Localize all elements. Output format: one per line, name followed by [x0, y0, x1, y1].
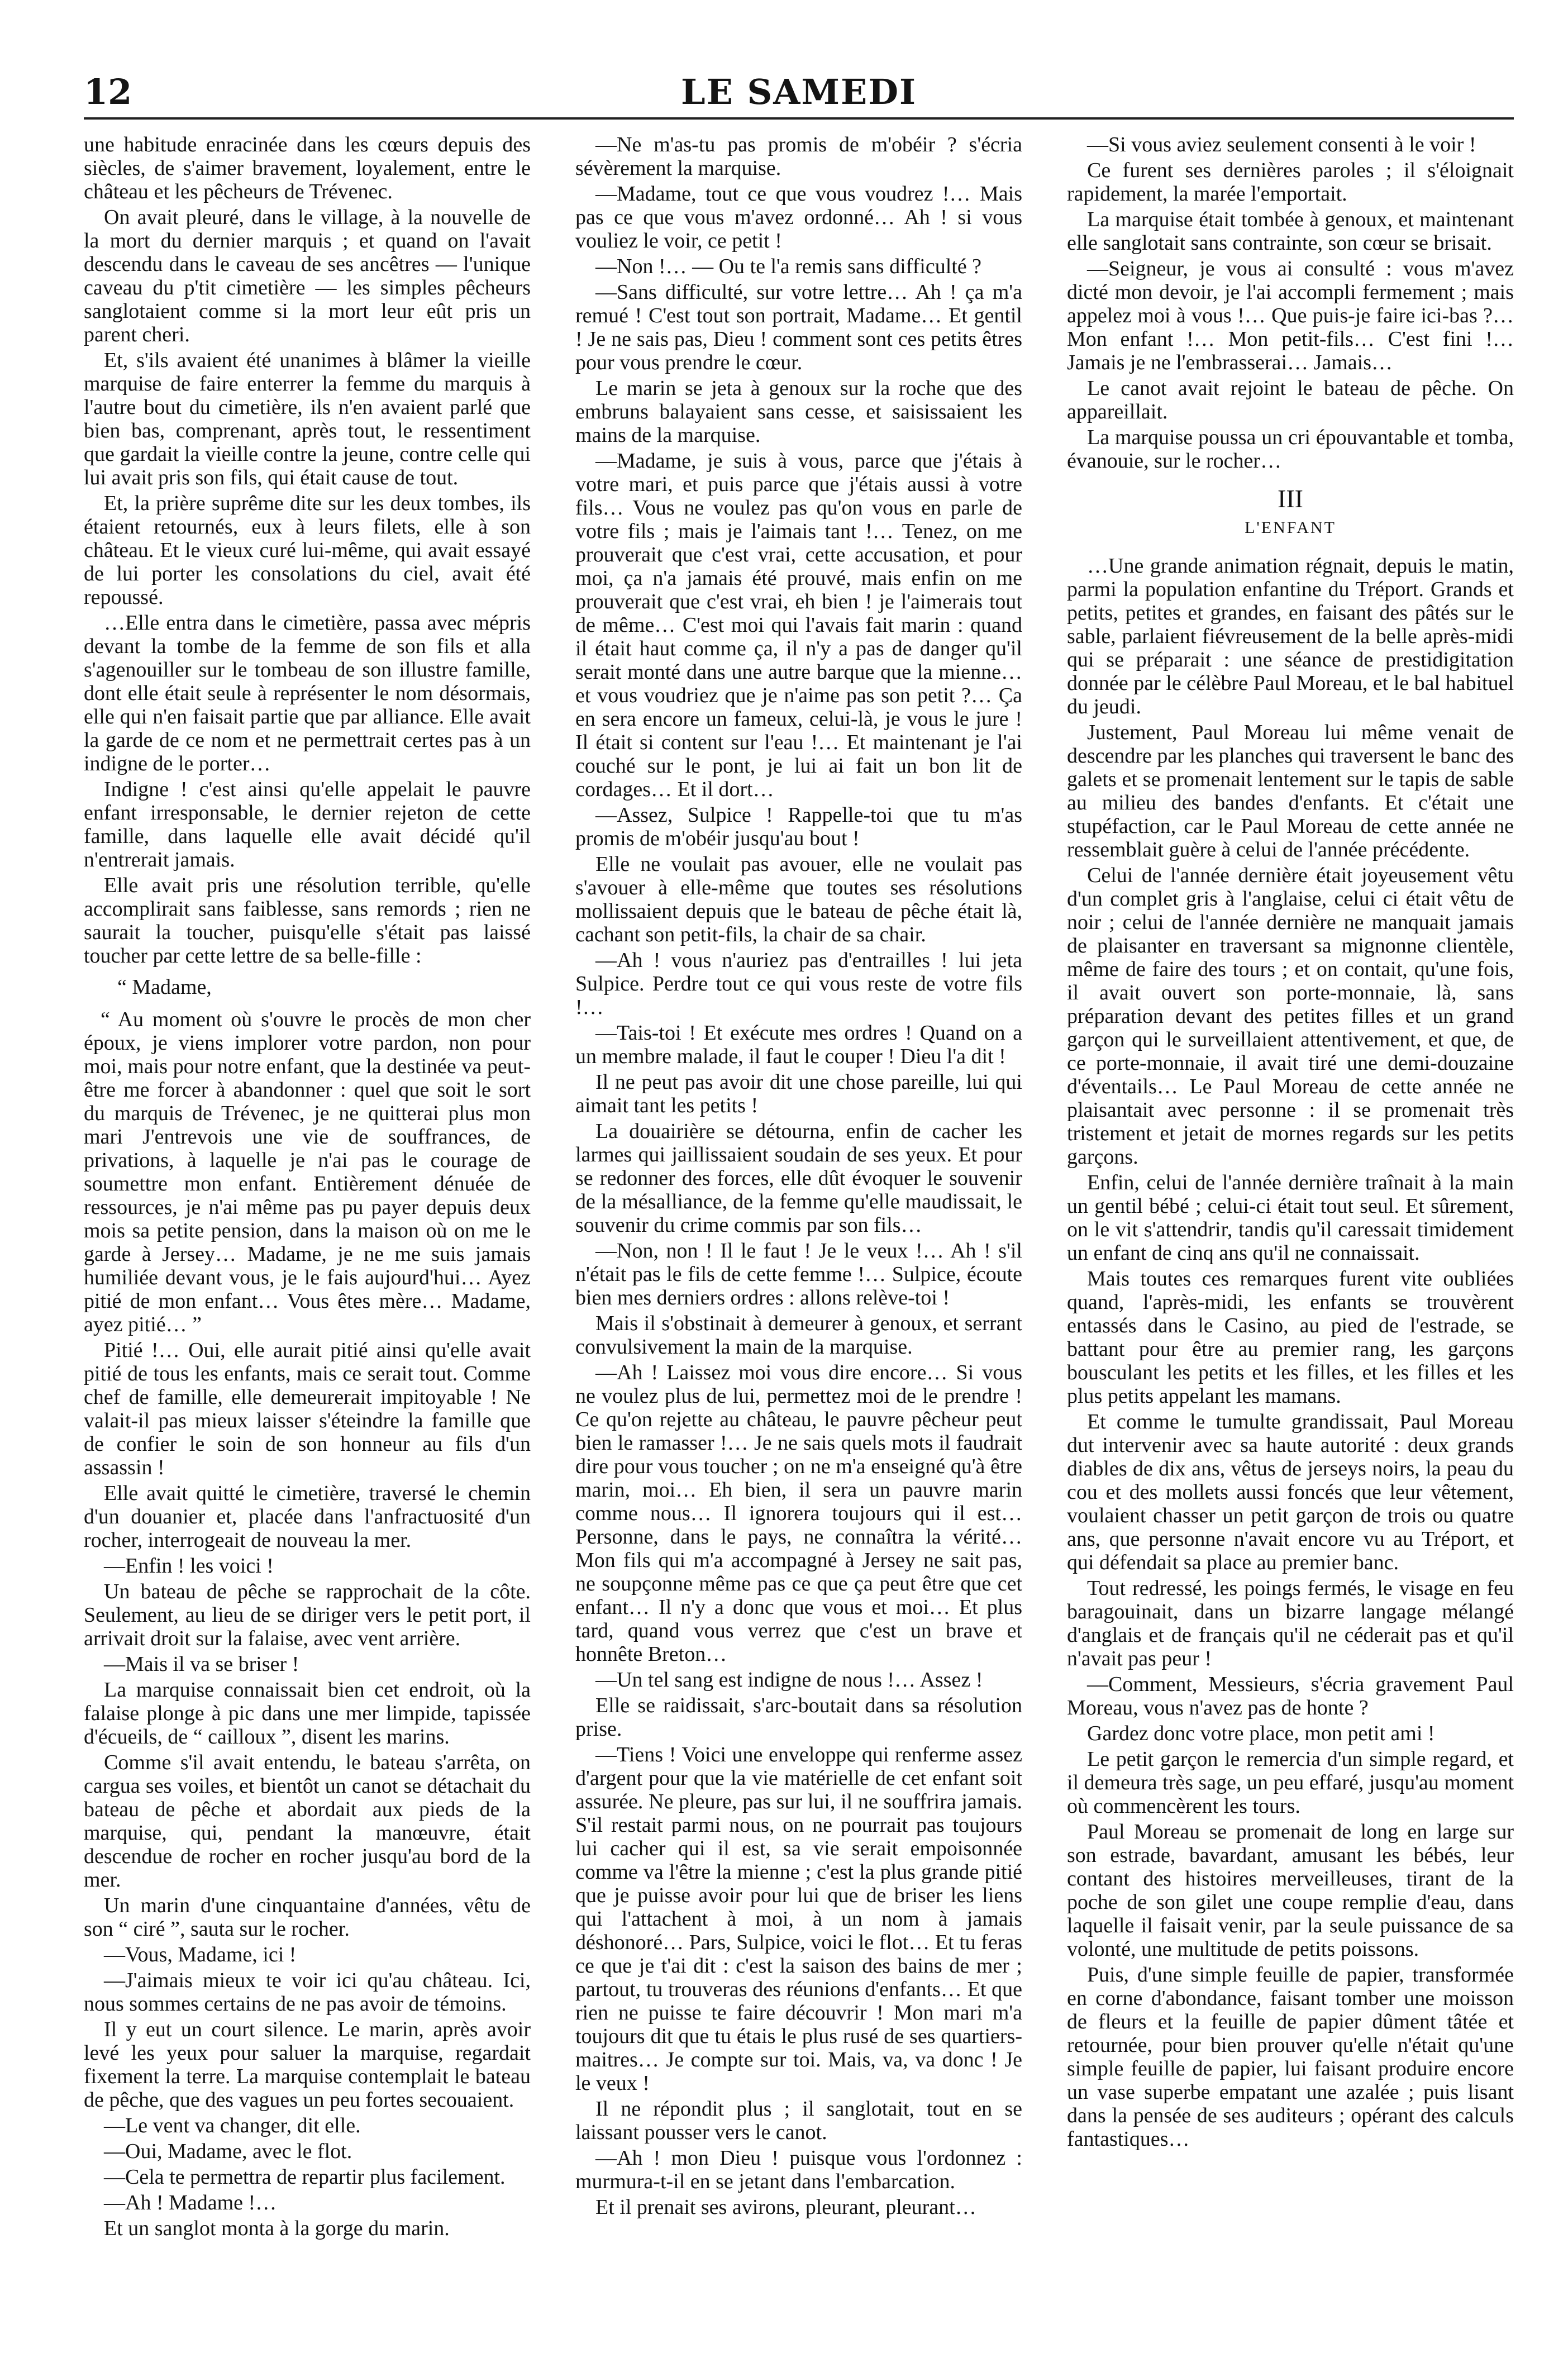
paragraph: Le petit garçon le remercia d'un simple regard, et il demeura très sage, un peu effaré, jusqu'au moment où commencèrent les tours.	[1067, 1747, 1514, 1818]
paragraph: Elle avait quitté le cimetière, traversé le chemin d'un douanier et, placée dans l'anfractuosité d'un rocher, interrogeait de nouveau la mer.	[84, 1482, 531, 1552]
paragraph: Puis, d'une simple feuille de papier, transformée en corne d'abondance, faisant tomber une moisson de fleurs et la feuille de papier dûment tâtée et retournée, pour bien prouver qu'elle n'était qu'une simple feuille de papier, lui faisant produire encore un vase superbe empatant une azalée ; puis lisant dans la pensée de ses auditeurs ; opérant des calculs fantastiques…	[1067, 1963, 1514, 2151]
paragraph: —Non !… — Ou te l'a remis sans difficulté ?	[595, 255, 982, 278]
paragraph: —Vous, Madame, ici !	[104, 1943, 297, 1966]
page-number: 12	[84, 72, 132, 112]
journal-title: LE SAMEDI	[681, 72, 917, 112]
paragraph: Comme s'il avait entendu, le bateau s'arrêta, on cargua ses voiles, et bientôt un canot se détachait du bateau de pêche et abordait aux pieds de la marquise, qui, pendant la manœuvre, était descendue de rocher en rocher jusqu'au bord de la mer.	[84, 1751, 531, 1892]
paragraph: Un bateau de pêche se rapprochait de la côte. Seulement, au lieu de se diriger vers le petit port, il arrivait droit sur la falaise, avec vent arrière.	[84, 1580, 531, 1650]
paragraph: Mais toutes ces remarques furent vite oubliées quand, l'après-midi, les enfants se trouvèrent entassés dans le Casino, au pied de l'estrade, se battant pour être au premier rang, les garçons bousculant les petits et les filles, et les filles et les plus petits appelant les mamans.	[1067, 1267, 1514, 1408]
paragraph: Il ne peut pas avoir dit une chose pareille, lui qui aimait tant les petits !	[575, 1070, 1022, 1117]
paragraph: —Ah ! vous n'auriez pas d'entrailles ! lui jeta Sulpice. Perdre tout ce qui vous reste de votre fils !…	[575, 949, 1022, 1019]
paragraph: —J'aimais mieux te voir ici qu'au château. Ici, nous sommes certains de ne pas avoir de témoins.	[84, 1969, 531, 2016]
column-1	[84, 133, 531, 2323]
paragraph: Et un sanglot monta à la gorge du marin.	[104, 2217, 450, 2240]
paragraph: —Le vent va changer, dit elle.	[104, 2114, 361, 2137]
paragraph: —Comment, Messieurs, s'écria gravement Paul Moreau, vous n'avez pas de honte ?	[1067, 1673, 1514, 1720]
paragraph: —Madame, je suis à vous, parce que j'étais à votre mari, et puis parce que j'étais aussi à votre fils… Vous ne voulez pas qu'on vous en parle de votre fils ; mais je l'aimais tant !… Tenez, on me prouverait que c'est vrai, cette accusation, et pour moi, ça n'a jamais été prouvé, mais enfin on me prouverait que c'est vrai, eh bien ! je l'aimerais tout de même… C'est moi qui l'avais fait marin : quand il était haut comme ça, il n'y a pas de danger qu'il serait monté dans une autre barque que la mienne… et vous voudriez que je n'aime pas son petit ?… Ça en sera encore un fameux, celui-là, je vous le jure ! Il était si content sur l'eau !… Et maintenant je l'ai couché sur le pont, je lui ai fait un bon lit de cordages… Et il dort…	[575, 449, 1022, 801]
paragraph: Enfin, celui de l'année dernière traînait à la main un gentil bébé ; celui-ci était tout seul. Et sûrement, on le vit s'attendrir, tandis qu'il caressait timidement un enfant de cinq ans qu'il ne connaissait.	[1067, 1171, 1514, 1265]
paragraph: La marquise était tombée à genoux, et maintenant elle sanglotait sans contrainte, son cœur se brisait.	[1067, 208, 1514, 255]
paragraph: La marquise poussa un cri épouvantable et tomba, évanouie, sur le rocher…	[1067, 426, 1514, 473]
paragraph: Il ne répondit plus ; il sanglotait, tout en se laissant pousser vers le canot.	[575, 2097, 1022, 2144]
paragraph: Mais il s'obstinait à demeurer à genoux, et serrant convulsivement la main de la marquise.	[575, 1312, 1022, 1359]
paragraph: —Si vous aviez seulement consenti à le voir !	[1087, 133, 1476, 156]
paragraph: La marquise connaissait bien cet endroit, où la falaise plonge à pic dans une mer limpide, tapissée d'écueils, de “ cailloux ”, disent les marins.	[84, 1678, 531, 1749]
text-columns	[84, 133, 1514, 2323]
paragraph: —Tais-toi ! Et exécute mes ordres ! Quand on a un membre malade, il faut le couper ! Dieu l'a dit !	[575, 1021, 1022, 1068]
paragraph: —Ah ! Laissez moi vous dire encore… Si vous ne voulez plus de lui, permettez moi de le prendre ! Ce qu'on rejette au château, le pauvre pêcheur peut bien le ramasser !… Je ne sais quels mots il faudrait dire pour vous toucher ; on ne m'a enseigné qu'à être marin, moi… Eh bien, il sera un pauvre marin comme nous… Il ignorera toujours qui il est… Personne, dans le pays, ne connaîtra la vérité… Mon fils qui m'a accompagné à Jersey ne sait pas, ne soupçonne même pas ce que ça peut être que cet enfant… Il n'y a donc que vous et moi… Et plus tard, quand vous verrez que c'est un brave et honnête Breton…	[575, 1361, 1022, 1666]
paragraph: Gardez donc votre place, mon petit ami !	[1087, 1722, 1435, 1745]
paragraph: Indigne ! c'est ainsi qu'elle appelait le pauvre enfant irresponsable, le dernier rejeton de cette famille, dans laquelle elle avait décidé qu'il n'entrerait jamais.	[84, 778, 531, 871]
paragraph: Ce furent ses dernières paroles ; il s'éloignait rapidement, la marée l'emportait.	[1067, 159, 1514, 206]
paragraph: —Ah ! mon Dieu ! puisque vous l'ordonnez : murmura-t-il en se jetant dans l'embarcation.	[575, 2146, 1022, 2193]
paragraph: Elle avait pris une résolution terrible, qu'elle accomplirait sans faiblesse, sans remords ; rien ne saurait la toucher, puisqu'elle s'était pas laissé toucher par cette lettre de sa belle-fille :	[84, 874, 531, 968]
column-3	[1067, 133, 1514, 2323]
paragraph: —Assez, Sulpice ! Rappelle-toi que tu m'as promis de m'obéir jusqu'au bout !	[575, 803, 1022, 850]
paragraph: une habitude enracinée dans les cœurs depuis des siècles, de s'aimer bravement, loyalement, entre le château et les pêcheurs de Trévenec.	[84, 133, 531, 203]
paragraph: —Oui, Madame, avec le flot.	[104, 2140, 352, 2163]
paragraph: Et, s'ils avaient été unanimes à blâmer la vieille marquise de faire enterrer la femme du marquis à l'autre bout du cimetière, ils n'en avaient parlé que bien bas, comprenant, après tout, le ressentiment que gardait la vieille contre la jeune, contre celle qui lui avait pris son fils, qui était cause de tout.	[84, 349, 531, 489]
paragraph: —Mais il va se briser !	[104, 1652, 299, 1676]
column-2	[575, 133, 1022, 2323]
paragraph: Le marin se jeta à genoux sur la roche que des embruns balayaient sans cesse, et saisissaient les mains de la marquise.	[575, 377, 1022, 447]
paragraph: Pitié !… Oui, elle aurait pitié ainsi qu'elle avait pitié de tous les enfants, mais ce serait tout. Comme chef de famille, elle demeurerait impitoyable ! Ne valait-il pas mieux laisser s'éteindre la famille que de confier le soin de son honneur au fils d'un assassin !	[84, 1339, 531, 1479]
letter-body: “ Au moment où s'ouvre le procès de mon cher époux, je viens implorer votre pardon, non pour moi, mais pour notre enfant, que la destinée va peut-être me forcer à abandonner : quel que soit le sort du marquis de Trévenec, je ne quitterai plus mon mari J'entrevois une vie de souffrances, de privations, à laquelle je n'ai pas le courage de soumettre mon enfant. Entièrement dénuée de ressources, je n'ai même pas pu payer depuis deux mois sa petite pension, dans la maison où on me le garde à Jersey… Madame, je ne me suis jamais humiliée devant vous, je le fais aujourd'hui… Ayez pitié de mon enfant… Vous êtes mère… Madame, ayez pitié… ”	[84, 1008, 531, 1336]
paragraph: —Sans difficulté, sur votre lettre… Ah ! ça m'a remué ! C'est tout son portrait, Madame… Et gentil ! Je ne sais pas, Dieu ! comment sont ces petits êtres pour vous prendre le cœur.	[575, 280, 1022, 374]
paragraph: —Non, non ! Il le faut ! Je le veux !… Ah ! s'il n'était pas le fils de cette femme !… Sulpice, écoute bien mes derniers ordres : allons relève-toi !	[575, 1239, 1022, 1309]
paragraph: Un marin d'une cinquantaine d'années, vêtu de son “ ciré ”, sauta sur le rocher.	[84, 1894, 531, 1941]
paragraph: Paul Moreau se promenait de long en large sur son estrade, bavardant, amusant les bébés, leur contant des histoires merveilleuses, tirant de la poche de son gilet une coupe remplie d'eau, dans laquelle il faisait venir, par la seule puissance de sa volonté, une multitude de petits poissons.	[1067, 1820, 1514, 1961]
paragraph: Et comme le tumulte grandissait, Paul Moreau dut intervenir avec sa haute autorité : deux grands diables de dix ans, vêtus de jerseys noirs, la peau du cou et des mollets aussi foncés que leur vêtement, voulaient chasser un petit garçon de trois ou quatre ans, que personne n'avait encore vu au Tréport, et qui défendait sa place au premier banc.	[1067, 1410, 1514, 1574]
paragraph: —Un tel sang est indigne de nous !… Assez !	[595, 1668, 983, 1692]
paragraph: …Une grande animation régnait, depuis le matin, parmi la population enfantine du Tréport. Grands et petits, petites et grandes, en faisant des pâtés sur le sable, parlaient fiévreusement de la belle après-midi qui se préparait : une séance de prestidigitation donnée par le célèbre Paul Moreau, et le bal habituel du jeudi.	[1067, 554, 1514, 718]
paragraph: Justement, Paul Moreau lui même venait de descendre par les planches qui traversent le banc des galets et se promenait lentement sur le tapis de sable au milieu des bandes d'enfants. Et c'était une stupéfaction, car le Paul Moreau de cette année ne ressemblait guère à celui de l'année précédente.	[1067, 721, 1514, 861]
paragraph: Elle ne voulait pas avouer, elle ne voulait pas s'avouer à elle-même que toutes ses résolutions mollissaient depuis que le bateau de pêche était là, cachant son petit-fils, la chair de sa chair.	[575, 852, 1022, 946]
paragraph: —Enfin ! les voici !	[104, 1554, 274, 1578]
paragraph: —Cela te permettra de repartir plus facilement.	[104, 2165, 506, 2189]
paragraph: —Ah ! Madame !…	[104, 2191, 277, 2214]
page-header	[84, 67, 1514, 120]
paragraph: La douairière se détourna, enfin de cacher les larmes qui jaillissaient soudain de ses yeux. Et pour se redonner des forces, elle dût évoquer le souvenir de la mésalliance, de la femme qu'elle maudissait, le souvenir du crime commis par son fils…	[575, 1120, 1022, 1237]
paragraph: Tout redressé, les poings fermés, le visage en feu baragouinait, dans un bizarre langage mélangé d'anglais et de français qu'il ne céderait pas et qu'il n'avait pas peur !	[1067, 1576, 1514, 1670]
paragraph: —Ne m'as-tu pas promis de m'obéir ? s'écria sévèrement la marquise.	[575, 133, 1022, 180]
paragraph: …Elle entra dans le cimetière, passa avec mépris devant la tombe de la femme de son fils et alla s'agenouiller sur le tombeau de son illustre famille, dont elle était seule à représenter le nom désormais, elle qui n'en faisait partie que par alliance. Elle avait la garde de ce nom et ne permettrait certes pas à un indigne de le porter…	[84, 611, 531, 775]
paragraph: Le canot avait rejoint le bateau de pêche. On appareillait.	[1067, 377, 1514, 423]
paragraph: —Tiens ! Voici une enveloppe qui renferme assez d'argent pour que la vie matérielle de cet enfant soit assurée. Ne pleure, pas sur lui, il ne souffrira jamais. S'il restait parmi nous, on ne pourrait pas toujours lui cacher qui il est, sa vie serait empoisonnée comme va l'être la mienne ; c'est la plus grande pitié que je puisse avoir pour lui que de briser les liens qui l'attachent à moi, à un nom à jamais déshonoré… Pars, Sulpice, voici le flot… Et tu feras ce que je t'ai dit : c'est la saison des bains de mer ; partout, tu trouveras des réunions d'enfants… Et que rien ne puisse te faire découvrir ! Mon mari m'a toujours dit que tu étais le plus rusé de ses quartiers-maitres… Je compte sur toi. Mais, va, va donc ! Je le veux !	[575, 1743, 1022, 2095]
newspaper-page	[84, 67, 1514, 2324]
paragraph: Celui de l'année dernière était joyeusement vêtu d'un complet gris à l'anglaise, celui ci était vêtu de noir ; celui de l'année dernière ne manquait jamais de plaisanter en traversant sa mignonne clientèle, même de faire des tours ; et on contait, qu'une fois, il avait ouvert son porte-monnaie, là, sans préparation devant des petites filles et un grand garçon qui le surveillaient attentivement, et que, de ce porte-monnaie, il avait tiré une demi-douzaine d'éventails… Le Paul Moreau de cette année ne plaisantait avec personne : il se promenait très tristement et jetait de mornes regards sur les petits garçons.	[1067, 864, 1514, 1169]
paragraph: Elle se raidissait, s'arc-boutait dans sa résolution prise.	[575, 1694, 1022, 1741]
section-number: III	[1278, 484, 1303, 513]
paragraph: On avait pleuré, dans le village, à la nouvelle de la mort du dernier marquis ; et quand on l'avait descendu dans le caveau de ses ancêtres — l'unique caveau du p'tit cimetière — les simples pêcheurs sanglotaient comme si la mort leur eût pris un parent cheri.	[84, 206, 531, 346]
paragraph: Et, la prière suprême dite sur les deux tombes, ils étaient retournés, eux à leurs filets, elle à son château. Et le vieux curé lui-même, qui avait essayé de lui porter les consolations du ciel, avait été repoussé.	[84, 492, 531, 609]
paragraph: Et il prenait ses avirons, pleurant, pleurant…	[595, 2195, 976, 2219]
paragraph: Il y eut un court silence. Le marin, après avoir levé les yeux pour saluer la marquise, regardait fixement la terre. La marquise contemplait le bateau de pêche, que des vagues un peu fortes secouaient.	[84, 2018, 531, 2112]
paragraph: —Seigneur, je vous ai consulté : vous m'avez dicté mon devoir, je l'ai accompli fermement ; mais appelez moi à vous !… Que puis-je faire ici-bas ?… Mon enfant !… Mon petit-fils… C'est fini !… Jamais je ne l'embrasserai… Jamais…	[1067, 257, 1514, 374]
section-title: L'ENFANT	[1245, 518, 1336, 537]
paragraph: —Madame, tout ce que vous voudrez !… Mais pas ce que vous m'avez ordonné… Ah ! si vous vouliez le voir, ce petit !	[575, 182, 1022, 253]
letter-salutation: “ Madame,	[117, 975, 212, 999]
